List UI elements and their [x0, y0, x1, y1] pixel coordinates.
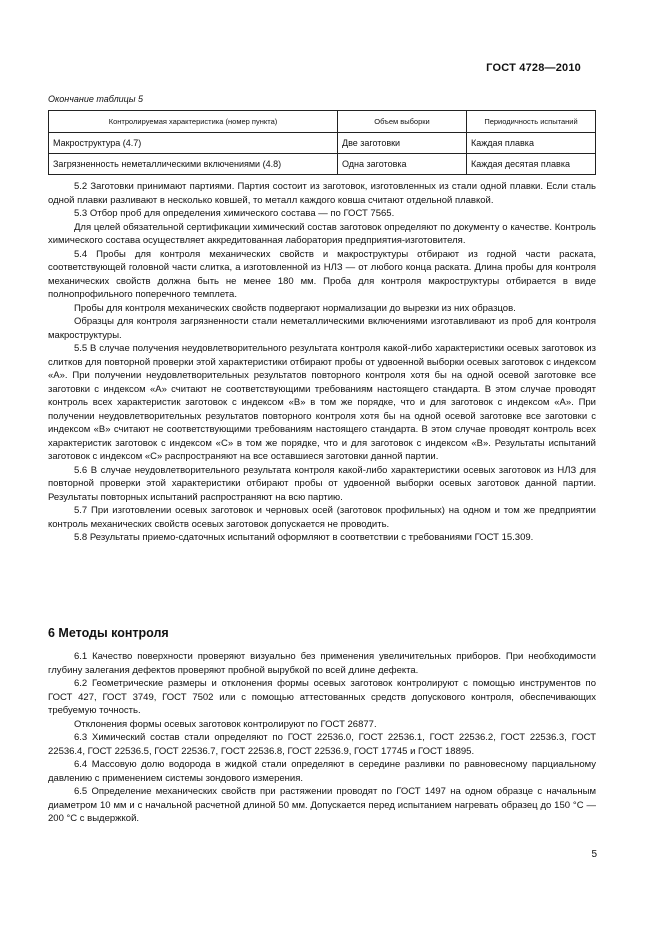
- table-cell: Макроструктура (4.7): [49, 133, 338, 154]
- document-header: ГОСТ 4728—2010: [486, 62, 581, 74]
- column-header-sample-size: Объем выборки: [338, 111, 467, 133]
- table-row: [49, 154, 596, 175]
- table-cell: Одна заготовка: [338, 154, 467, 175]
- paragraph: 6.5 Определение механических свойств при растяжении проводят по ГОСТ 1497 на одном образце с начальным диаметром 10 мм и с начальной расчетной длиной 50 мм. Допускается перед испытанием нагревать образец до 150 °С — 200 °С с выдержкой.: [48, 786, 596, 824]
- paragraph: 5.4 Пробы для контроля механических свойств и макроструктуры отбирают из годной части раската, соответствующей головной части слитка, а изготовленной из НЛЗ — от любого конца раската. Длина пробы для контроля механических свойств должна быть не менее 180 мм. Проба для контроля макроструктуры отбирается в виде полнопрофильного поперечного темплета.: [48, 248, 596, 300]
- table-caption: Окончание таблицы 5: [48, 94, 143, 104]
- paragraph: 6.3 Химический состав стали определяют по ГОСТ 22536.0, ГОСТ 22536.1, ГОСТ 22536.2, ГОСТ 22536.3, ГОСТ 22536.4, ГОСТ 22536.5, ГОСТ 22536.7, ГОСТ 22536.8, ГОСТ 22536.9, ГОСТ 17745 и ГОСТ 18895.: [48, 732, 596, 757]
- section-title: 6 Методы контроля: [48, 626, 169, 640]
- section-5-body: [48, 180, 596, 545]
- table-cell: Две заготовки: [338, 133, 467, 154]
- paragraph: 5.8 Результаты приемо-сдаточных испытаний оформляют в соответствии с требованиями ГОСТ 15.309.: [74, 532, 534, 543]
- table-cell: Каждая плавка: [467, 133, 596, 154]
- section-6-body: [48, 650, 596, 826]
- column-header-characteristic: Контролируемая характеристика (номер пункта): [49, 111, 338, 133]
- column-header-periodicity: Периодичность испытаний: [467, 111, 596, 133]
- table-row: [49, 133, 596, 154]
- paragraph: 6.2 Геометрические размеры и отклонения формы осевых заготовок контролируют с помощью инструментов по ГОСТ 427, ГОСТ 3749, ГОСТ 7502 или с помощью аттестованных средств допускового контроля, обеспечивающих требуемую точность.: [48, 678, 596, 716]
- paragraph: Для целей обязательной сертификации химический состав заготовок определяют по документу о качестве. Контроль химического состава осуществляет аккредитованная лаборатория предприятия-изготовителя.: [48, 221, 596, 246]
- table-cell: Каждая десятая плавка: [467, 154, 596, 175]
- paragraph: 6.4 Массовую долю водорода в жидкой стали определяют в середине разливки по равновесному парциальному давлению с применением системы зондового измерения.: [48, 759, 596, 784]
- table-cell: Загрязненность неметаллическими включениями (4.8): [49, 154, 338, 175]
- paragraph: Образцы для контроля загрязненности стали неметаллическими включениями изготавливают из проб для контроля макроструктуры.: [48, 316, 596, 341]
- page-number: 5: [591, 849, 597, 860]
- paragraph: 5.6 В случае неудовлетворительного результата контроля какой-либо характеристики осевых заготовок из НЛЗ для повторной проверки этой характеристики отбирают пробы от удвоенной выборки осевых заготовок данной партии. Результаты повторных испытаний распространяют на всю партию.: [48, 464, 596, 503]
- table-header-row: [49, 111, 596, 133]
- paragraph: 5.5 В случае получения неудовлетворительного результата контроля какой-либо характеристики осевых заготовок из слитков для повторной проверки этой характеристики отбирают пробы от удвоенной выборки осевых заготовок с индексом «А». При получении неудовлетворительных результатов повторного контроля хотя бы на одной осевой заготовке все заготовки с индексом «А» считают не соответствующими требованиям настоящего стандарта. В этом случае проводят контроль всех характеристик заготовок с индексом «В» в том же порядке, что и для заготовок с индексом «А». При получении неудовлетворительных результатов повторного контроля хотя бы на одной осевой заготовке все заготовки с индексом «В» считают не соответствующими требованиям настоящего стандарта. В этом случае проводят контроль всех характеристик заготовок с индексом «С» в том же порядке, что и для заготовок с индексом «В». Результаты испытаний заготовок с индексом «С» распространяют на все оставшиеся заготовки данной партии.: [48, 343, 596, 462]
- paragraph: Отклонения формы осевых заготовок контролируют по ГОСТ 26877.: [74, 718, 377, 730]
- paragraph: 5.2 Заготовки принимают партиями. Партия состоит из заготовок, изготовленных из стали одной плавки. Если сталь одной плавки разливают в несколько ковшей, то металл каждого ковша считают отдельной плавкой.: [48, 181, 596, 206]
- paragraph: Пробы для контроля механических свойств подвергают нормализации до вырезки из них образцов.: [74, 302, 516, 314]
- paragraph: 5.7 При изготовлении осевых заготовок и черновых осей (заготовок профильных) на одном и том же предприятии контроль механических свойств осевых заготовок допускается не проводить.: [48, 505, 596, 530]
- control-table: [48, 110, 596, 175]
- paragraph: 6.1 Качество поверхности проверяют визуально без применения увеличительных приборов. При необходимости глубину залегания дефектов проверяют пробной вырубкой по всей длине дефекта.: [48, 651, 596, 676]
- paragraph: 5.3 Отбор проб для определения химического состава — по ГОСТ 7565.: [74, 208, 395, 219]
